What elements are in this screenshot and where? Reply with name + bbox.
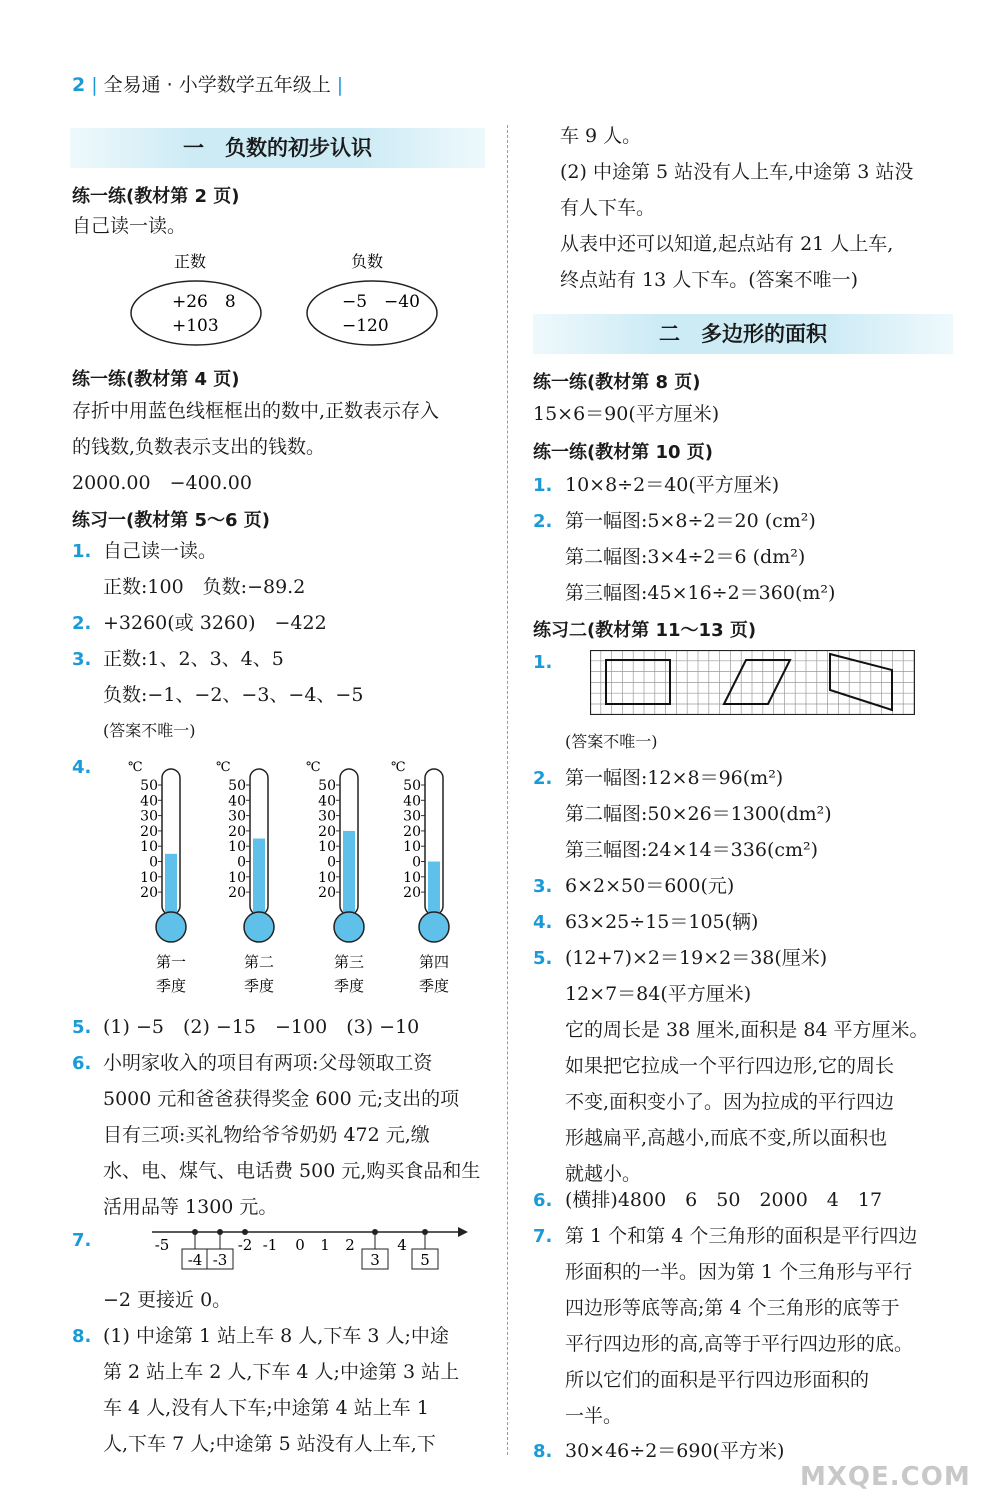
exercise-heading: 练一练(教材第 8 页) xyxy=(533,372,701,393)
tick-label: 40 xyxy=(228,793,246,810)
tick-label: 20 xyxy=(403,885,421,902)
text-line: 2000.00 −400.00 xyxy=(72,472,252,494)
watermark: MXQE.COM xyxy=(800,1462,971,1492)
axis-label: -5 xyxy=(154,1236,170,1254)
unit-label: ℃ xyxy=(391,760,406,775)
tick-label: 10 xyxy=(403,869,421,886)
page-number: 2 xyxy=(72,74,86,96)
tick-label: 10 xyxy=(140,869,158,886)
negative-values-line2: −120 xyxy=(342,316,389,336)
grid-shapes-svg xyxy=(590,650,915,715)
answer-line: (2) 中途第 5 站没有人上车,中途第 3 站没 xyxy=(560,161,914,183)
answer-note: (答案不唯一) xyxy=(103,721,196,740)
tick-label: 30 xyxy=(228,808,246,825)
page-header xyxy=(72,70,349,97)
answer-note: (答案不唯一) xyxy=(565,732,658,751)
slanted-parallelogram-shape xyxy=(830,654,892,710)
tick-label: 10 xyxy=(140,839,158,856)
answer-line: 15×6＝90(平方厘米) xyxy=(533,403,720,425)
question-number: 8. xyxy=(72,1326,92,1347)
answer-line: (横排)4800 6 50 2000 4 17 xyxy=(565,1189,883,1211)
answer-line: 第三幅图:24×14＝336(cm²) xyxy=(565,839,819,861)
quarter-label: 第三 xyxy=(333,953,365,971)
thermometer-bulb xyxy=(156,912,186,942)
parallelogram-shape xyxy=(724,660,790,704)
tick-label: 30 xyxy=(140,808,158,825)
question-number: 4. xyxy=(533,912,553,933)
box-value: 3 xyxy=(370,1251,380,1269)
exercise-heading: 练习一(教材第 5～6 页) xyxy=(72,510,271,531)
answer-line: 水、电、煤气、电话费 500 元,购买食品和生 xyxy=(103,1160,481,1182)
mercury-column xyxy=(253,839,265,919)
question-number: 7. xyxy=(72,1230,92,1251)
answer-line: 12×7＝84(平方厘米) xyxy=(565,983,752,1005)
axis-arrow xyxy=(458,1227,468,1237)
mercury-column xyxy=(428,862,440,920)
tick-label: 0 xyxy=(412,854,421,871)
answer-line: 活用品等 1300 元。 xyxy=(103,1196,278,1218)
answer-line: 第 1 个和第 4 个三角形的面积是平行四边 xyxy=(565,1225,918,1247)
thermometer-bulb xyxy=(419,912,449,942)
answer-line: 63×25÷15＝105(辆) xyxy=(565,911,759,933)
axis-label: 0 xyxy=(295,1236,305,1254)
tick-label: 20 xyxy=(140,823,158,840)
answer-line: 所以它们的面积是平行四边形面积的 xyxy=(565,1369,870,1391)
positive-values-line2: +103 xyxy=(172,316,219,336)
point-marker xyxy=(242,1229,248,1235)
question-number: 8. xyxy=(533,1441,553,1462)
answer-line: 正数:1、2、3、4、5 xyxy=(103,648,284,670)
quarter-label: 第四 xyxy=(418,953,450,971)
positive-label: 正数 xyxy=(173,252,207,271)
answer-line: 车 4 人,没有人下车;中途第 4 站上车 1 xyxy=(103,1397,429,1419)
mercury-column xyxy=(343,831,355,919)
tick-label: 40 xyxy=(318,793,336,810)
answer-line: 5000 元和爸爸获得奖金 600 元;支出的项 xyxy=(103,1088,460,1110)
answer-line: (1) −5 (2) −15 −100 (3) −10 xyxy=(103,1016,420,1038)
thermometer-bulb xyxy=(334,912,364,942)
positive-values-line1: +26 8 xyxy=(172,292,236,312)
question-number: 3. xyxy=(72,649,92,670)
exercise-heading: 练一练(教材第 2 页) xyxy=(72,186,240,207)
axis-label: 1 xyxy=(320,1236,330,1254)
thermometers-svg xyxy=(110,755,470,1000)
answer-line: 自己读一读。 xyxy=(103,540,218,562)
tick-label: 30 xyxy=(403,808,421,825)
tick-label: 10 xyxy=(228,869,246,886)
answer-line: 车 9 人。 xyxy=(560,125,642,147)
answer-line: 四边形等底等高;第 4 个三角形的底等于 xyxy=(565,1297,900,1319)
tick-label: 10 xyxy=(403,839,421,856)
quarter-label: 第二 xyxy=(243,953,275,971)
tick-label: 10 xyxy=(228,839,246,856)
question-number: 1. xyxy=(533,652,553,673)
quarter-label: 第一 xyxy=(155,953,187,971)
tick-label: 20 xyxy=(318,885,336,902)
unit-label: ℃ xyxy=(306,760,321,775)
exercise-heading: 练习二(教材第 11～13 页) xyxy=(533,620,757,641)
answer-line: 第二幅图:3×4÷2＝6 (dm²) xyxy=(565,546,806,568)
question-number: 7. xyxy=(533,1226,553,1247)
answer-line: 第二幅图:50×26＝1300(dm²) xyxy=(565,803,832,825)
answer-line: 第一幅图:5×8÷2＝20 (cm²) xyxy=(565,510,816,532)
thermometer-bulb xyxy=(244,912,274,942)
answer-line: 第一幅图:12×8＝96(m²) xyxy=(565,767,784,789)
text-line: 的钱数,负数表示支出的钱数。 xyxy=(72,436,326,458)
answer-line: 它的周长是 38 厘米,面积是 84 平方厘米。 xyxy=(565,1019,929,1041)
answer-line: 目有三项:买礼物给爷爷奶奶 472 元,缴 xyxy=(103,1124,430,1146)
ellipses-svg xyxy=(130,248,450,348)
answer-line: 平行四边形的高,高等于平行四边形的底。 xyxy=(565,1333,914,1355)
tick-label: 20 xyxy=(318,823,336,840)
question-number: 6. xyxy=(533,1190,553,1211)
question-number: 1. xyxy=(533,475,553,496)
tick-label: 20 xyxy=(228,885,246,902)
tick-label: 10 xyxy=(318,839,336,856)
tick-label: 40 xyxy=(140,793,158,810)
tick-label: 30 xyxy=(318,808,336,825)
quarter-label: 季度 xyxy=(333,977,365,995)
header-separator: | xyxy=(91,74,98,96)
section-title-polygon-area: 二 多边形的面积 xyxy=(533,314,953,354)
question-number: 6. xyxy=(72,1053,92,1074)
text-line: 存折中用蓝色线框框出的数中,正数表示存入 xyxy=(72,400,440,422)
answer-line: 第三幅图:45×16÷2＝360(m²) xyxy=(565,582,836,604)
box-value: 5 xyxy=(420,1251,430,1269)
column-divider xyxy=(507,125,508,1455)
exercise-heading: 练一练(教材第 10 页) xyxy=(533,442,714,463)
number-line-svg xyxy=(140,1222,470,1274)
number-line-figure xyxy=(140,1222,470,1274)
question-number: 5. xyxy=(533,948,553,969)
answer-line: 就越小。 xyxy=(565,1163,642,1185)
negative-label: 负数 xyxy=(350,252,384,271)
mercury-column xyxy=(165,854,177,919)
answer-line: 负数:−1、−2、−3、−4、−5 xyxy=(103,684,364,706)
tick-label: 10 xyxy=(318,869,336,886)
tick-label: 50 xyxy=(228,778,246,794)
exercise-heading: 练一练(教材第 4 页) xyxy=(72,369,240,390)
instruction-text: 自己读一读。 xyxy=(72,215,187,237)
question-number: 3. xyxy=(533,876,553,897)
answer-line: +3260(或 3260) −422 xyxy=(103,612,327,634)
answer-line: 正数:100 负数:−89.2 xyxy=(103,576,306,598)
axis-label: -1 xyxy=(262,1236,278,1254)
unit-label: ℃ xyxy=(128,760,143,775)
tick-label: 50 xyxy=(140,778,158,794)
negative-values-line1: −5 −40 xyxy=(342,292,420,312)
answer-line: 第 2 站上车 2 人,下车 4 人;中途第 3 站上 xyxy=(103,1361,460,1383)
question-number: 5. xyxy=(72,1017,92,1038)
tick-label: 0 xyxy=(149,854,158,871)
answer-line: 6×2×50＝600(元) xyxy=(565,875,735,897)
book-title: 全易通 · 小学数学五年级上 xyxy=(103,74,331,96)
answer-line: 形面积的一半。因为第 1 个三角形与平行 xyxy=(565,1261,913,1283)
box-value: -3 xyxy=(212,1251,228,1269)
answer-line: 一半。 xyxy=(565,1405,623,1427)
axis-label: 4 xyxy=(397,1236,407,1254)
answer-line: 终点站有 13 人下车。(答案不唯一) xyxy=(560,269,859,291)
quarter-label: 季度 xyxy=(243,977,275,995)
tick-label: 0 xyxy=(237,854,246,871)
quarter-label: 季度 xyxy=(155,977,187,995)
number-ellipses-figure xyxy=(130,248,450,348)
header-separator-end: | xyxy=(336,74,344,96)
answer-line: (12+7)×2＝19×2＝38(厘米) xyxy=(565,947,828,969)
tick-label: 20 xyxy=(403,823,421,840)
question-number: 4. xyxy=(72,757,92,778)
answer-line: 不变,面积变小了。因为拉成的平行四边 xyxy=(565,1091,895,1113)
answer-line: (1) 中途第 1 站上车 8 人,下车 3 人;中途 xyxy=(103,1325,449,1347)
question-number: 2. xyxy=(533,768,553,789)
question-number: 2. xyxy=(72,613,92,634)
answer-line: 小明家收入的项目有两项:父母领取工资 xyxy=(103,1052,433,1074)
answer-line: 从表中还可以知道,起点站有 21 人上车, xyxy=(560,233,894,255)
answer-line: 10×8÷2＝40(平方厘米) xyxy=(565,474,780,496)
quarter-label: 季度 xyxy=(418,977,450,995)
tick-label: 20 xyxy=(140,885,158,902)
axis-label: -2 xyxy=(237,1236,253,1254)
answer-line: 人,下车 7 人;中途第 5 站没有人上车,下 xyxy=(103,1433,436,1455)
answer-line: 30×46÷2＝690(平方米) xyxy=(565,1440,785,1462)
tick-label: 50 xyxy=(403,778,421,794)
grid-shapes-figure xyxy=(590,650,915,715)
answer-line: 形越扁平,高越小,而底不变,所以面积也 xyxy=(565,1127,888,1149)
tick-label: 0 xyxy=(327,854,336,871)
answer-line: −2 更接近 0。 xyxy=(103,1289,232,1311)
unit-label: ℃ xyxy=(216,760,231,775)
rectangle-shape xyxy=(606,660,670,704)
answer-line: 有人下车。 xyxy=(560,197,656,219)
section-title-negative-numbers: 一 负数的初步认识 xyxy=(70,128,485,168)
answer-line: 如果把它拉成一个平行四边形,它的周长 xyxy=(565,1055,895,1077)
axis-label: 2 xyxy=(345,1236,355,1254)
tick-label: 50 xyxy=(318,778,336,794)
thermometers-figure xyxy=(110,755,470,1000)
tick-label: 20 xyxy=(228,823,246,840)
tick-label: 40 xyxy=(403,793,421,810)
question-number: 1. xyxy=(72,541,92,562)
box-value: -4 xyxy=(187,1251,203,1269)
question-number: 2. xyxy=(533,511,553,532)
